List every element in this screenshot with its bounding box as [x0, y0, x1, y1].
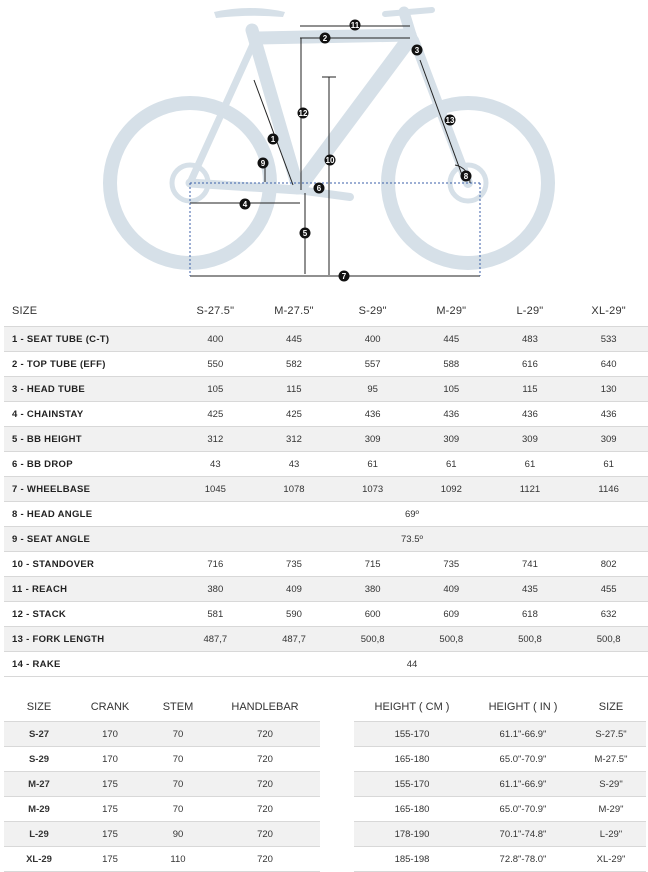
component-value: 90: [172, 828, 184, 840]
rider-fit-table: [354, 693, 646, 872]
header-crank: CRANK: [90, 701, 130, 713]
component-value: 175: [102, 778, 118, 790]
row-value: 483: [522, 333, 538, 345]
row-value: 130: [600, 383, 617, 395]
row-value: 1078: [283, 483, 305, 495]
row-value: 436: [364, 408, 381, 420]
geometry-row: [4, 352, 648, 377]
row-value: 533: [600, 333, 617, 345]
row-value-all-sizes: 73.5º: [401, 533, 423, 545]
row-value: 105: [207, 383, 224, 395]
svg-text:10: 10: [325, 156, 335, 165]
row-value: 487,7: [282, 633, 306, 645]
components-table: [4, 693, 320, 872]
geometry-header-row: [4, 296, 648, 327]
row-value: 400: [207, 333, 224, 345]
fit-height: 165-180: [394, 753, 430, 765]
fit-size: XL-29": [596, 853, 626, 865]
svg-text:4: 4: [242, 200, 248, 209]
components-row: [4, 747, 320, 772]
row-value: 409: [286, 583, 302, 595]
row-label: 3 - HEAD TUBE: [12, 383, 86, 395]
marker-11: [350, 20, 361, 31]
component-size: XL-29: [26, 853, 52, 865]
row-value: 1073: [362, 483, 384, 495]
row-value: 588: [443, 358, 460, 370]
fit-header-row: [354, 693, 646, 722]
fit-row: [354, 847, 646, 872]
component-value: 110: [170, 853, 186, 865]
row-value: 735: [443, 558, 460, 570]
row-value: 616: [522, 358, 538, 370]
fit-size: M-27.5": [594, 753, 628, 765]
row-value: 600: [364, 608, 381, 620]
component-size: S-29: [28, 753, 50, 765]
row-value: 309: [443, 433, 460, 445]
component-value: 175: [102, 803, 118, 815]
row-label: 9 - SEAT ANGLE: [12, 533, 91, 545]
marker-12: [298, 108, 309, 119]
components-row: [4, 722, 320, 747]
row-label: 12 - STACK: [12, 608, 67, 620]
marker-4: [240, 199, 251, 210]
geometry-row: [4, 502, 648, 527]
row-value: 735: [286, 558, 302, 570]
row-label: 6 - BB DROP: [12, 458, 73, 470]
svg-text:12: 12: [298, 109, 308, 118]
components-row: [4, 797, 320, 822]
row-value: 640: [600, 358, 617, 370]
geometry-table: [4, 296, 648, 677]
svg-text:7: 7: [341, 272, 347, 281]
component-value: 70: [172, 728, 184, 740]
row-label: 5 - BB HEIGHT: [12, 433, 82, 445]
row-value: 445: [286, 333, 302, 345]
header-col: M-29": [436, 305, 467, 317]
row-label: 8 - HEAD ANGLE: [12, 508, 93, 520]
svg-text:2: 2: [322, 34, 328, 43]
row-value: 43: [288, 458, 300, 470]
row-value: 380: [364, 583, 381, 595]
fit-height: 155-170: [394, 778, 430, 790]
row-value: 95: [367, 383, 378, 395]
measurement-markers: [240, 20, 472, 282]
row-value: 436: [600, 408, 617, 420]
geometry-row: [4, 452, 648, 477]
fit-size: S-29": [599, 778, 623, 790]
component-size: M-27: [28, 778, 50, 790]
fit-size: M-29": [598, 803, 624, 815]
component-value: 720: [257, 803, 273, 815]
saddle: [214, 8, 285, 18]
geometry-row: [4, 477, 648, 502]
row-value: 425: [286, 408, 302, 420]
component-value: 70: [172, 803, 184, 815]
row-value: 487,7: [203, 633, 228, 645]
row-value: 590: [286, 608, 302, 620]
row-value: 550: [207, 358, 224, 370]
fit-row: [354, 797, 646, 822]
row-value: 400: [364, 333, 381, 345]
row-value: 61: [603, 458, 614, 470]
marker-9: [258, 158, 269, 169]
row-label: 11 - REACH: [12, 583, 68, 595]
component-value: 170: [102, 728, 118, 740]
row-value: 436: [522, 408, 538, 420]
row-value: 425: [207, 408, 224, 420]
component-value: 720: [257, 778, 273, 790]
row-value: 380: [207, 583, 224, 595]
bike-geometry-diagram: [0, 0, 648, 290]
row-value: 455: [600, 583, 617, 595]
row-label: 14 - RAKE: [12, 658, 61, 670]
header-stem: STEM: [162, 701, 194, 713]
fit-row: [354, 822, 646, 847]
svg-text:1: 1: [270, 135, 276, 144]
row-value: 309: [364, 433, 381, 445]
row-value: 409: [443, 583, 460, 595]
geometry-row: [4, 377, 648, 402]
fit-row: [354, 747, 646, 772]
row-value: 1092: [440, 483, 462, 495]
row-value: 309: [522, 433, 538, 445]
header-col: M-27.5": [274, 305, 314, 317]
marker-13: [445, 115, 456, 126]
fit-size: L-29": [599, 828, 623, 840]
header-col: L-29": [516, 305, 544, 317]
row-value: 43: [210, 458, 221, 470]
fit-row: [354, 722, 646, 747]
row-value: 1121: [519, 483, 541, 495]
fit-height: 65.0"-70.9": [499, 803, 547, 815]
components-row: [4, 822, 320, 847]
header-col: XL-29": [591, 305, 626, 317]
geometry-row: [4, 552, 648, 577]
marker-8: [461, 171, 472, 182]
marker-3: [412, 45, 423, 56]
row-value: 1146: [598, 483, 619, 495]
row-value-all-sizes: 69º: [404, 508, 420, 520]
fit-height: 155-170: [394, 728, 430, 740]
geometry-row: [4, 327, 648, 352]
geometry-row: [4, 427, 648, 452]
component-value: 175: [102, 828, 118, 840]
geometry-row: [4, 602, 648, 627]
row-label: 10 - STANDOVER: [12, 558, 95, 570]
component-value: 70: [172, 778, 184, 790]
fit-height: 61.1"-66.9": [499, 728, 547, 740]
row-value: 435: [522, 583, 538, 595]
components-row: [4, 847, 320, 872]
row-value: 618: [522, 608, 538, 620]
component-value: 720: [257, 728, 273, 740]
component-size: L-29: [29, 828, 49, 840]
row-value: 445: [443, 333, 460, 345]
geometry-row: [4, 577, 648, 602]
marker-1: [268, 134, 279, 145]
row-value-all-sizes: 44: [406, 658, 418, 670]
fit-height: 165-180: [394, 803, 430, 815]
row-value: 557: [364, 358, 381, 370]
row-label: 2 - TOP TUBE (EFF): [12, 358, 106, 370]
svg-text:8: 8: [463, 172, 469, 181]
row-value: 716: [207, 558, 224, 570]
geometry-row: [4, 402, 648, 427]
component-value: 720: [257, 828, 273, 840]
header-size: SIZE: [12, 305, 38, 317]
row-value: 500,8: [518, 633, 542, 645]
row-label: 1 - SEAT TUBE (C-T): [12, 333, 110, 345]
row-label: 4 - CHAINSTAY: [12, 408, 84, 420]
header-height-in: HEIGHT ( IN ): [488, 701, 558, 713]
row-value: 61: [367, 458, 378, 470]
component-value: 170: [102, 753, 118, 765]
marker-10: [325, 155, 336, 166]
marker-5: [300, 228, 311, 239]
header-height-cm: HEIGHT ( CM ): [374, 701, 450, 713]
row-value: 609: [443, 608, 460, 620]
row-value: 581: [207, 608, 224, 620]
row-value: 309: [600, 433, 617, 445]
marker-7: [339, 271, 350, 282]
marker-2: [320, 33, 331, 44]
geometry-row: [4, 652, 648, 677]
row-value: 61: [524, 458, 536, 470]
svg-text:6: 6: [316, 184, 322, 193]
fit-height: 61.1"-66.9": [499, 778, 547, 790]
row-value: 436: [443, 408, 460, 420]
header-col: S-27.5": [196, 305, 235, 317]
component-size: S-27: [28, 728, 50, 740]
geometry-row: [4, 627, 648, 652]
marker-6: [314, 183, 325, 194]
row-value: 115: [522, 383, 538, 395]
fit-row: [354, 772, 646, 797]
fit-height: 185-198: [394, 853, 430, 865]
component-size: M-29: [28, 803, 50, 815]
fit-height: 72.8"-78.0": [499, 853, 547, 865]
component-value: 720: [257, 853, 273, 865]
component-value: 70: [172, 753, 184, 765]
row-value: 741: [522, 558, 538, 570]
fit-height: 178-190: [394, 828, 430, 840]
components-header-row: [4, 693, 320, 722]
row-value: 61: [446, 458, 457, 470]
svg-text:3: 3: [414, 46, 420, 55]
geometry-row: [4, 527, 648, 552]
row-value: 500,8: [439, 633, 464, 645]
row-value: 715: [364, 558, 381, 570]
header-size: SIZE: [26, 701, 52, 713]
fit-size: S-27.5": [595, 728, 627, 740]
svg-text:13: 13: [445, 116, 455, 125]
row-label: 13 - FORK LENGTH: [12, 633, 105, 645]
row-value: 312: [286, 433, 302, 445]
row-value: 500,8: [360, 633, 385, 645]
row-value: 632: [600, 608, 617, 620]
component-value: 175: [102, 853, 118, 865]
row-value: 500,8: [596, 633, 621, 645]
header-size: SIZE: [598, 701, 624, 713]
row-value: 1045: [204, 483, 226, 495]
header-handlebar: HANDLEBAR: [231, 701, 299, 713]
row-value: 802: [600, 558, 617, 570]
fit-height: 70.1"-74.8": [499, 828, 547, 840]
fit-height: 65.0"-70.9": [499, 753, 547, 765]
row-value: 105: [443, 383, 460, 395]
components-row: [4, 772, 320, 797]
row-value: 582: [286, 358, 302, 370]
row-label: 7 - WHEELBASE: [12, 483, 91, 495]
row-value: 312: [207, 433, 224, 445]
svg-text:9: 9: [260, 159, 266, 168]
svg-text:5: 5: [302, 229, 308, 238]
row-value: 115: [286, 383, 302, 395]
svg-text:11: 11: [350, 21, 360, 30]
header-col: S-29": [358, 305, 387, 317]
component-value: 720: [257, 753, 273, 765]
